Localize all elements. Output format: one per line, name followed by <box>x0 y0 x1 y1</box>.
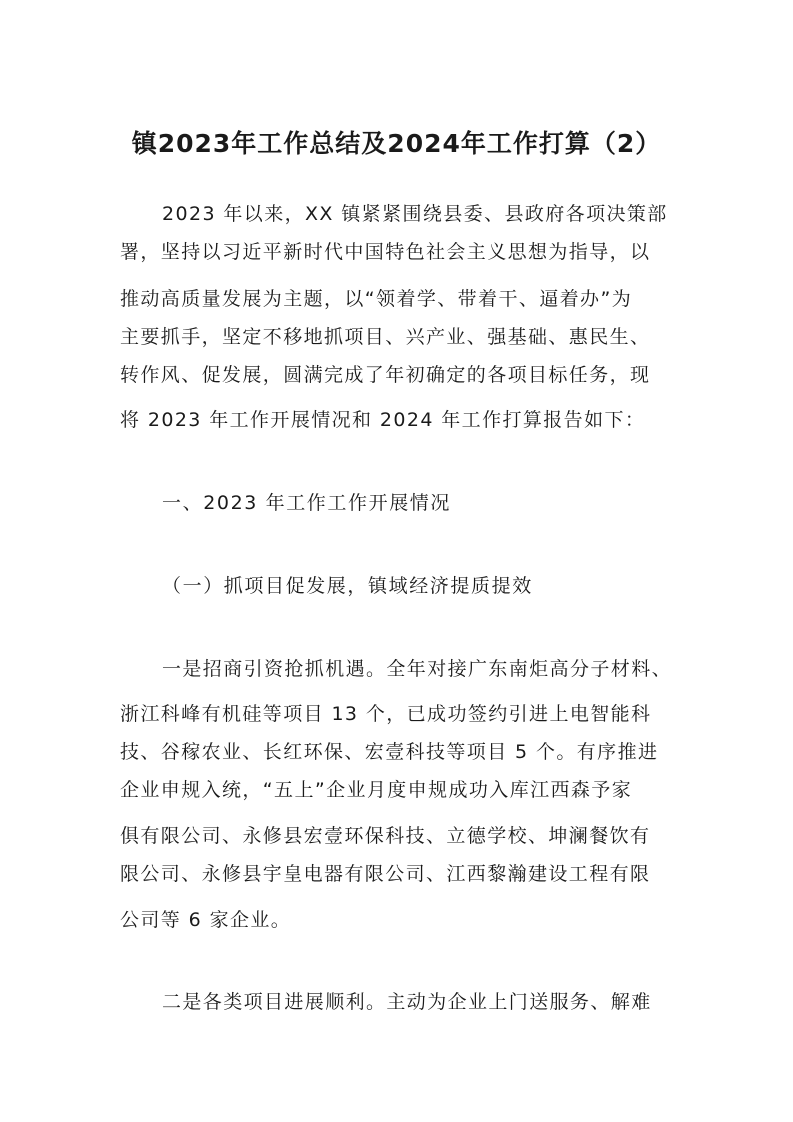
intro-line: 署，坚持以习近平新时代中国特色社会主义思想为指导，以 <box>120 241 651 263</box>
paragraph-line: 限公司、永修县宇皇电器有限公司、江西黎瀚建设工程有限 <box>120 863 651 885</box>
intro-line: 2023 年以来，XX 镇紧紧围绕县委、县政府各项决策部 <box>162 203 668 225</box>
intro-line: 主要抓手，坚定不移地抓项目、兴产业、强基础、惠民生、 <box>120 326 651 348</box>
section-heading: 一、2023 年工作工作开展情况 <box>162 492 451 514</box>
paragraph-line: 企业申规入统，“五上”企业月度申规成功入库江西森予家 <box>120 779 633 801</box>
paragraph-line: 技、谷稼农业、长红环保、宏壹科技等项目 5 个。有序推进 <box>120 741 659 763</box>
paragraph-line: 公司等 6 家企业。 <box>120 909 292 931</box>
paragraph-line: 浙江科峰有机硅等项目 13 个，已成功签约引进上电智能科 <box>120 703 652 725</box>
intro-line: 推动高质量发展为主题，以“领着学、带着干、逼着办”为 <box>120 288 633 310</box>
subsection-heading: （一）抓项目促发展，镇域经济提质提效 <box>162 575 533 597</box>
paragraph-line: 一是招商引资抢抓机遇。全年对接广东南炬高分子材料、 <box>162 658 673 680</box>
paragraph-line: 二是各类项目进展顺利。主动为企业上门送服务、解难 <box>162 991 652 1013</box>
document-title: 镇2023年工作总结及2024年工作打算（2） <box>131 129 662 158</box>
intro-line: 将 2023 年工作开展情况和 2024 年工作打算报告如下： <box>120 409 646 431</box>
paragraph-line: 俱有限公司、永修县宏壹环保科技、立德学校、坤澜餐饮有 <box>120 825 651 847</box>
intro-line: 转作风、促发展，圆满完成了年初确定的各项目标任务，现 <box>120 364 651 386</box>
